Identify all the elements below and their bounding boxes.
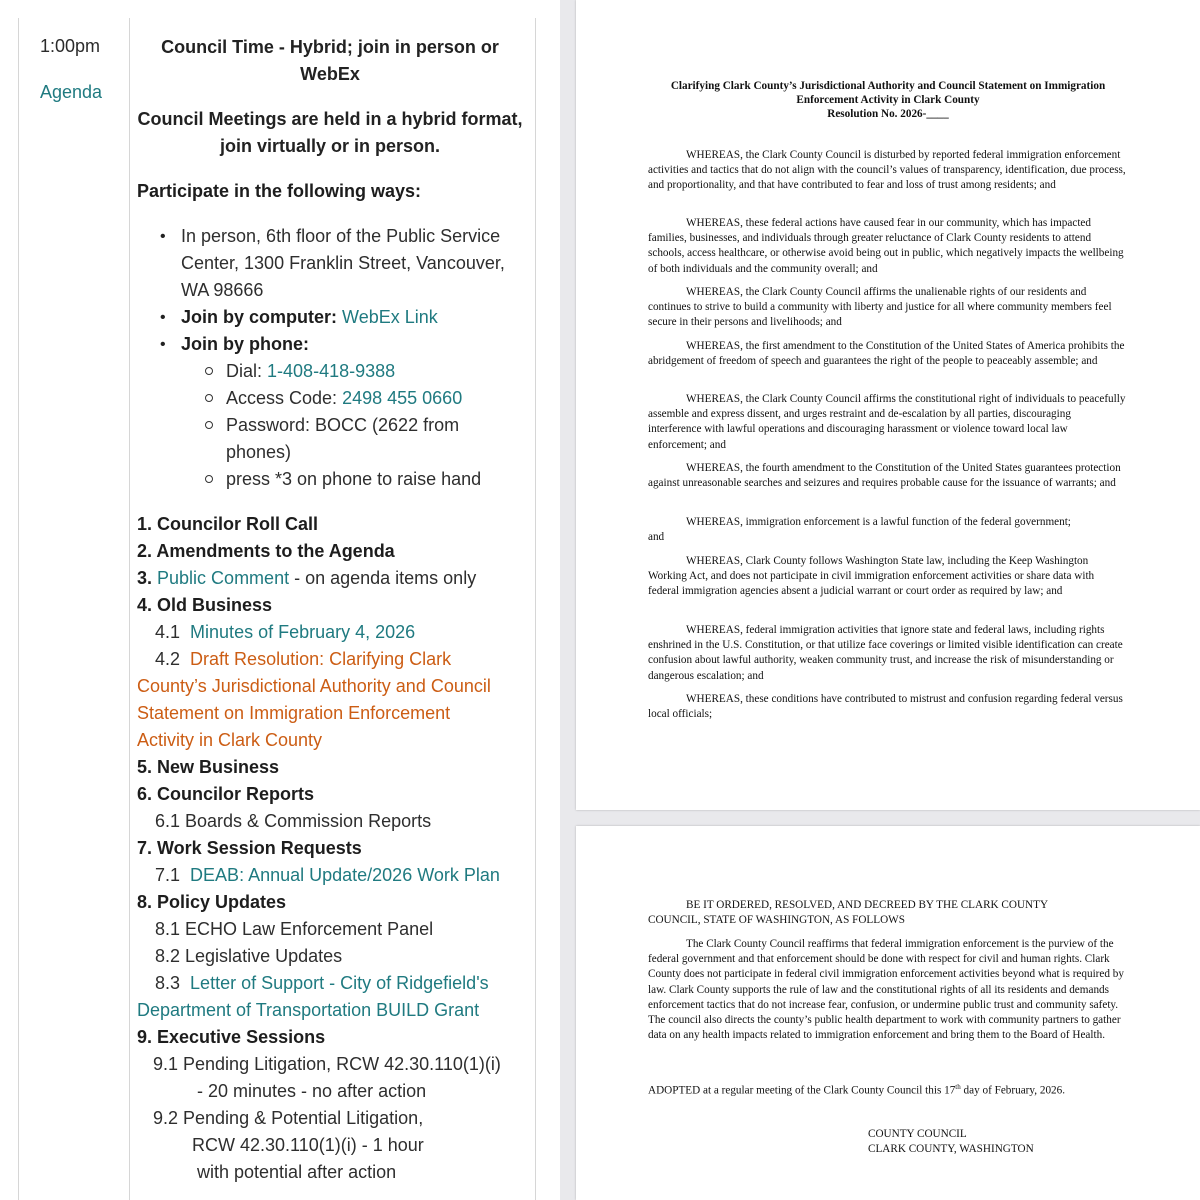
agenda-subitem-boards: 6.1 Boards & Commission Reports bbox=[155, 811, 432, 831]
webex-link[interactable]: WebEx Link bbox=[342, 307, 438, 327]
dial-line: Dial: 1-408-418-9388 bbox=[226, 361, 396, 381]
divider bbox=[18, 18, 19, 1200]
agenda-subitem-potential-litigation: 9.2 Pending & Potential Litigation, bbox=[153, 1108, 424, 1128]
minutes-link[interactable]: Minutes of February 4, 2026 bbox=[190, 622, 416, 642]
agenda-item-old-business: 4. Old Business bbox=[137, 595, 273, 615]
join-by-phone: Join by phone: bbox=[181, 334, 309, 354]
agenda-item-amendments: 2. Amendments to the Agenda bbox=[137, 541, 395, 561]
in-person-line: In person, 6th floor of the Public Service bbox=[181, 226, 501, 246]
whereas-paragraph: WHEREAS, these federal actions have caused fear in our community, which has impacted families, businesses, and individuals through greater reluctance of Clark County residents to attend schools, access healthcare, or otherwise avoid being out in public, which negatively impacts the wellbeing of both individuals and the community overall; and bbox=[648, 217, 1124, 275]
join-by-computer: Join by computer: WebEx Link bbox=[181, 307, 438, 327]
bullet-icon: • bbox=[160, 228, 166, 245]
draft-resolution-link-line[interactable]: County’s Jurisdictional Authority and Council bbox=[137, 676, 491, 696]
signature-block: CLARK COUNTY, WASHINGTON bbox=[868, 1143, 1034, 1155]
whereas-paragraph: WHEREAS, immigration enforcement is a lawful function of the federal government; bbox=[686, 516, 1071, 528]
whereas-continuation: and bbox=[648, 531, 665, 543]
whereas-paragraph: WHEREAS, Clark County follows Washington State law, including the Keep Washington Working Act, and does not participate in civil immigration enforcement activities or share data with federal immigration agencies absent a judicial warrant or court order as required by law; and bbox=[648, 555, 1095, 598]
draft-resolution-link[interactable]: Draft Resolution: Clarifying Clark bbox=[190, 649, 452, 669]
access-code-link[interactable]: 2498 455 0660 bbox=[342, 388, 463, 408]
resolution-title: Clarifying Clark County’s Jurisdictional Authority and Council Statement on Immigration bbox=[670, 80, 1106, 92]
agenda-subitem-potential-litigation: RCW 42.30.110(1)(i) - 1 hour bbox=[192, 1135, 424, 1155]
resolution-title: Enforcement Activity in Clark County bbox=[796, 94, 980, 106]
resolution-number: Resolution No. 2026-____ bbox=[827, 108, 949, 120]
divider bbox=[129, 18, 130, 1200]
divider bbox=[535, 18, 536, 1200]
resolution-page-2 bbox=[576, 826, 1200, 1200]
public-comment-link[interactable]: Public Comment bbox=[157, 568, 290, 588]
agenda-subitem-deab: 7.1 DEAB: Annual Update/2026 Work Plan bbox=[155, 865, 500, 885]
circle-bullet-icon bbox=[205, 394, 213, 402]
whereas-paragraph: WHEREAS, the first amendment to the Constitution of the United States of America prohibits the abridgement of freedom of speech and guarantees the right of the people to peaceably assemble; and bbox=[648, 340, 1125, 368]
dial-number-link[interactable]: 1-408-418-9388 bbox=[267, 361, 396, 381]
agenda-subitem-draft-resolution: 4.2 Draft Resolution: Clarifying Clark bbox=[155, 649, 452, 669]
adopted-line: ADOPTED at a regular meeting of the Clark County Council this 17th day of February, 2026. bbox=[648, 1083, 1066, 1097]
ordered-heading: BE IT ORDERED, RESOLVED, AND DECREED BY THE CLARK COUNTY bbox=[686, 899, 1049, 911]
ordered-heading: COUNCIL, STATE OF WASHINGTON, AS FOLLOWS bbox=[648, 914, 905, 926]
whereas-paragraph: WHEREAS, the Clark County Council is disturbed by reported federal immigration enforcement activities and tactics that do not align with the council’s values of transparency, identification, due process, and proportionality, and that have contributed to fear and loss of trust among residents; and bbox=[648, 149, 1126, 192]
whereas-paragraph: WHEREAS, the Clark County Council affirms the unalienable rights of our residents and continues to strive to build a community with liberty and justice for all where community members feel secure in their persons and livelihoods; and bbox=[648, 286, 1112, 329]
meeting-time: 1:00pm bbox=[40, 36, 101, 56]
agenda-subitem-potential-litigation: with potential after action bbox=[197, 1162, 397, 1182]
circle-bullet-icon bbox=[205, 475, 213, 483]
resolution-page-1 bbox=[576, 0, 1200, 810]
raise-hand-line: press *3 on phone to raise hand bbox=[226, 469, 482, 489]
meeting-heading: Council Time - Hybrid; join in person or WebEx bbox=[161, 37, 499, 84]
agenda-subitem-pending-litigation: - 20 minutes - no after action bbox=[197, 1081, 427, 1101]
agenda-subitem-letter: 8.3 Letter of Support - City of Ridgefield's bbox=[155, 973, 489, 993]
agenda-item-work-session: 7. Work Session Requests bbox=[137, 838, 362, 858]
agenda-panel bbox=[0, 0, 560, 1200]
bullet-icon: • bbox=[160, 309, 166, 326]
whereas-paragraph: WHEREAS, the Clark County Council affirms the constitutional right of individuals to peacefully assemble and express dissent, and urges restraint and de-escalation by all parties, discouraging interference with lawful operations and discouraging harassment or violence toward local law enforcement; and bbox=[648, 393, 1126, 451]
agenda-item-roll-call: 1. Councilor Roll Call bbox=[137, 514, 319, 534]
signature-block: COUNTY COUNCIL bbox=[868, 1128, 967, 1140]
password-line: Password: BOCC (2622 from bbox=[226, 415, 460, 435]
agenda-subitem-minutes: 4.1 Minutes of February 4, 2026 bbox=[155, 622, 416, 642]
whereas-paragraph: WHEREAS, federal immigration activities that ignore state and federal laws, including rights enshrined in the U.S. Constitution, or that utilize face coverings or limited visible identification can create confusion about lawful authority, weaken community trust, and increase the risk of misunderstanding or dangerous escalation; and bbox=[648, 624, 1123, 682]
bullet-icon: • bbox=[160, 336, 166, 353]
participate-heading: Participate in the following ways: bbox=[137, 181, 422, 201]
deab-link[interactable]: DEAB: Annual Update/2026 Work Plan bbox=[190, 865, 500, 885]
agenda-subitem-legislative: 8.2 Legislative Updates bbox=[155, 946, 343, 966]
whereas-paragraph: WHEREAS, these conditions have contributed to mistrust and confusion regarding federal versus local officials; bbox=[648, 693, 1123, 721]
circle-bullet-icon bbox=[205, 367, 213, 375]
agenda-link[interactable]: Agenda bbox=[40, 82, 103, 102]
agenda-subitem-pending-litigation: 9.1 Pending Litigation, RCW 42.30.110(1)(i) bbox=[153, 1054, 501, 1074]
whereas-paragraph: WHEREAS, the fourth amendment to the Constitution of the United States guarantees protection against unreasonable searches and seizures and requires probable cause for the issuance of warrants; and bbox=[648, 462, 1121, 490]
agenda-item-new-business: 5. New Business bbox=[137, 757, 280, 777]
resolution-body: The Clark County Council reaffirms that federal immigration enforcement is the purview of the federal government and that enforcement should be done with respect for civil and human rights. Clark County does not participate in federal civil immigration enforcement activities beyond what is required by law. Clark County supports the rule of law and the constitutional rights of all its residents and demands enforcement tactics that do not increase fear, confusion, or undermine public trust and community safety. The council also directs the county’s public health department to work with community partners to gather data on any health impacts related to immigration enforcement and bring them to the Board of Health. bbox=[648, 938, 1124, 1042]
in-person-line: Center, 1300 Franklin Street, Vancouver, bbox=[181, 253, 505, 273]
in-person-line: WA 98666 bbox=[181, 280, 264, 300]
access-code-line: Access Code: 2498 455 0660 bbox=[226, 388, 463, 408]
password-line: phones) bbox=[226, 442, 292, 462]
draft-resolution-link-line[interactable]: Statement on Immigration Enforcement bbox=[137, 703, 451, 723]
draft-resolution-link-line[interactable]: Activity in Clark County bbox=[137, 730, 323, 750]
agenda-item-public-comment: 3. Public Comment - on agenda items only bbox=[137, 568, 477, 588]
agenda-item-councilor-reports: 6. Councilor Reports bbox=[137, 784, 315, 804]
format-note: Council Meetings are held in a hybrid format, join virtually or in person. bbox=[137, 109, 523, 156]
agenda-subitem-echo: 8.1 ECHO Law Enforcement Panel bbox=[155, 919, 434, 939]
circle-bullet-icon bbox=[205, 421, 213, 429]
letter-of-support-link[interactable]: Letter of Support - City of Ridgefield's bbox=[190, 973, 489, 993]
letter-of-support-link-line[interactable]: Department of Transportation BUILD Grant bbox=[137, 1000, 480, 1020]
agenda-item-executive-sessions: 9. Executive Sessions bbox=[137, 1027, 326, 1047]
agenda-item-policy-updates: 8. Policy Updates bbox=[137, 892, 287, 912]
